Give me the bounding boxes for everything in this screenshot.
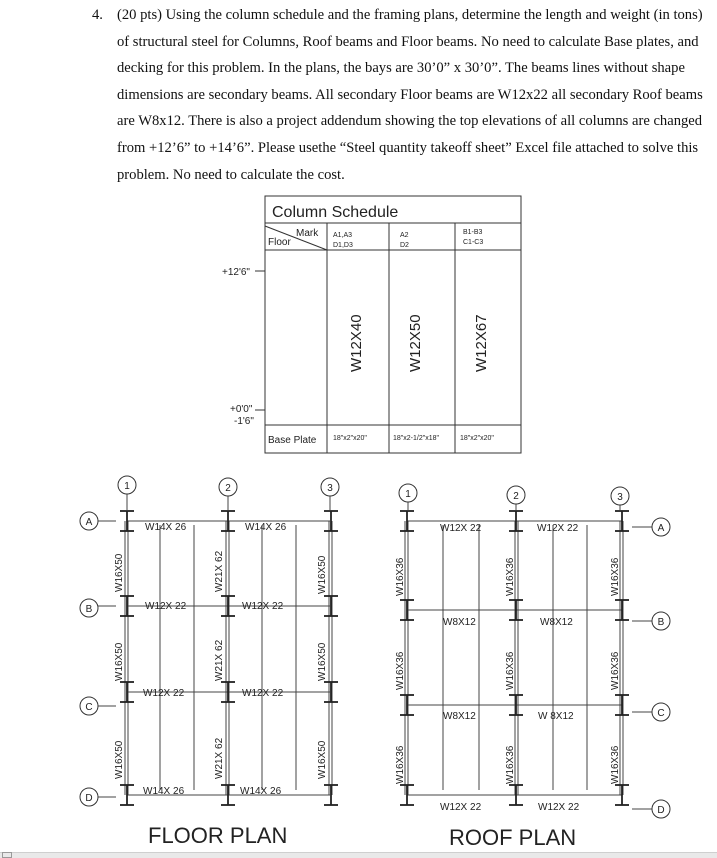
floor-girder-2-cd: W21X 62 (214, 737, 225, 779)
schedule-mark-3a: B1-B3 (463, 229, 483, 236)
floor-grid-3: 3 (327, 483, 333, 494)
roof-beam-b1: W8X12 (443, 617, 476, 628)
floor-beam-d1: W14X 26 (143, 786, 185, 797)
floor-girder-3-cd: W16X50 (317, 740, 328, 779)
floor-beam-b2: W12X 22 (242, 601, 284, 612)
base-plate-3: 18"x2"x20" (460, 435, 494, 442)
roof-beam-b2: W8X12 (540, 617, 573, 628)
elevation-base: -1'6" (234, 416, 254, 427)
schedule-mark-1b: D1,D3 (333, 242, 353, 249)
resize-handle-icon[interactable] (2, 852, 12, 858)
base-plate-2: 18"x2-1/2"x18" (393, 435, 439, 442)
floor-beam-d2: W14X 26 (240, 786, 282, 797)
roof-girder-3-ab: W16X36 (610, 557, 621, 596)
roof-plan-title: ROOF PLAN (449, 825, 577, 850)
roof-girder-3-cd: W16X36 (610, 745, 621, 784)
floor-girder-2-bc: W21X 62 (214, 639, 225, 681)
column-size-1: W12X40 (348, 314, 365, 372)
base-plate-label: Base Plate (268, 435, 317, 446)
schedule-mark-2b: D2 (400, 242, 409, 249)
schedule-mark-2a: A2 (400, 232, 409, 239)
roof-girder-2-bc: W16X36 (505, 651, 516, 690)
floor-girder-3-bc: W16X50 (317, 642, 328, 681)
column-size-3: W12X67 (473, 314, 490, 372)
base-plate-1: 18"x2"x20" (333, 435, 367, 442)
floor-girder-1-ab: W16X50 (114, 553, 125, 592)
floor-beam-c1: W12X 22 (143, 688, 185, 699)
schedule-mark-label: Mark (296, 228, 319, 239)
problem-number: 4. (92, 7, 103, 23)
floor-grid-2: 2 (225, 483, 231, 494)
problem-text: (20 pts) Using the column schedule and the framing plans, determine the length and weight (in tons) of structural steel for Columns, Roof beams and Floor beams. No need to calculate Base plates, and decking for this problem. In the plans, the bays are 30’0” x 30’0”. The beams lines without shape dimensions are secondary beams. All secondary Floor beams are W12x22 all secondary Roof beams are W8x12. There is also a project addendum showing the top elevations of all columns are changed from +12’6” to +14’6”. Please usethe “Steel quantity takeoff sheet” Excel file attached to solve this problem. No need to calculate the cost. (117, 7, 703, 183)
roof-girder-1-cd: W16X36 (395, 745, 406, 784)
floor-girder-1-bc: W16X50 (114, 642, 125, 681)
floor-grid-c: C (85, 702, 93, 713)
schedule-mark-1a: A1,A3 (333, 232, 353, 239)
roof-grid-c: C (657, 708, 665, 719)
roof-girder-3-bc: W16X36 (610, 651, 621, 690)
roof-beam-a2: W12X 22 (537, 523, 579, 534)
floor-girder-3-ab: W16X50 (317, 555, 328, 594)
roof-beam-c1: W8X12 (443, 711, 476, 722)
floor-girder-2-ab: W21X 62 (214, 550, 225, 592)
schedule-mark-3b: C1-C3 (463, 239, 484, 246)
schedule-title: Column Schedule (272, 204, 399, 221)
floor-beam-a2: W14X 26 (245, 522, 287, 533)
roof-grid-a: A (657, 523, 665, 534)
roof-girder-2-cd: W16X36 (505, 745, 516, 784)
roof-girder-1-bc: W16X36 (395, 651, 406, 690)
roof-beam-c2: W 8X12 (538, 711, 574, 722)
roof-grid-2: 2 (513, 491, 519, 502)
elevation-zero: +0'0" (230, 404, 253, 415)
column-size-2: W12X50 (407, 314, 424, 372)
floor-grid-b: B (85, 604, 93, 615)
roof-plan (399, 484, 670, 818)
roof-girder-2-ab: W16X36 (505, 557, 516, 596)
floor-grid-a: A (85, 517, 93, 528)
floor-grid-1: 1 (124, 481, 130, 492)
bottom-scroll-bar[interactable] (0, 852, 717, 858)
roof-beam-d1: W12X 22 (440, 802, 482, 813)
roof-girder-1-ab: W16X36 (395, 557, 406, 596)
floor-beam-b1: W12X 22 (145, 601, 187, 612)
floor-grid-d: D (85, 793, 93, 804)
schedule-floor-label: Floor (268, 237, 291, 248)
roof-grid-3: 3 (617, 492, 623, 503)
roof-beam-d2: W12X 22 (538, 802, 580, 813)
floor-beam-a1: W14X 26 (145, 522, 187, 533)
floor-girder-1-cd: W16X50 (114, 740, 125, 779)
roof-beam-a1: W12X 22 (440, 523, 482, 534)
floor-plan-title: FLOOR PLAN (148, 823, 288, 848)
roof-grid-d: D (657, 805, 665, 816)
elevation-top: +12'6" (222, 267, 250, 278)
floor-beam-c2: W12X 22 (242, 688, 284, 699)
roof-grid-1: 1 (405, 489, 411, 500)
roof-grid-b: B (657, 617, 665, 628)
